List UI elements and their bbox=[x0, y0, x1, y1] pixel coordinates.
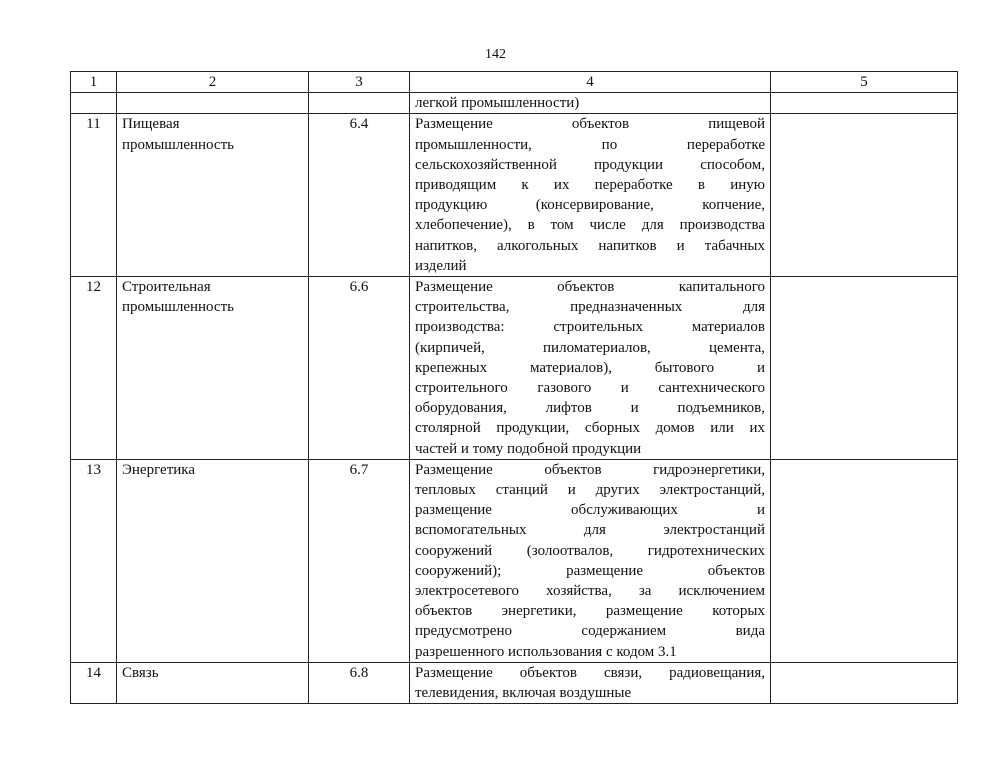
description-line: разрешенного использования с кодом 3.1 bbox=[415, 643, 677, 660]
description-line: хлебопечение), в том числе для производства bbox=[415, 217, 765, 234]
use-description bbox=[410, 662, 771, 703]
row-number: 11 bbox=[71, 114, 117, 277]
industry-name-line: промышленность bbox=[122, 136, 234, 153]
description-line: столярной продукции, сборных домов или их bbox=[415, 420, 765, 437]
description-line: приводящим к их переработке в иную bbox=[415, 177, 765, 194]
land-use-table bbox=[70, 71, 958, 704]
description-line: промышленности, по переработке bbox=[415, 136, 765, 153]
use-code: 6.6 bbox=[309, 277, 410, 460]
header-row bbox=[71, 72, 958, 93]
notes-cell bbox=[771, 459, 958, 662]
use-description bbox=[410, 114, 771, 277]
page-number: 142 bbox=[485, 47, 506, 62]
notes-cell bbox=[771, 114, 958, 277]
notes-cell bbox=[771, 277, 958, 460]
description-line: производства: строительных материалов bbox=[415, 319, 765, 336]
row-number bbox=[71, 93, 117, 114]
use-code: 6.8 bbox=[309, 662, 410, 703]
description-line: (кирпичей, пиломатериалов, цемента, bbox=[415, 339, 765, 356]
description-line: сельскохозяйственной продукции способом, bbox=[415, 156, 765, 173]
description-line: строительного газового и сантехнического bbox=[415, 380, 765, 397]
description-line: Размещение объектов гидроэнергетики, bbox=[415, 461, 765, 478]
industry-name bbox=[117, 93, 309, 114]
description-line: Размещение объектов пищевой bbox=[415, 116, 765, 133]
description-line: изделий bbox=[415, 257, 467, 274]
notes-cell bbox=[771, 93, 958, 114]
use-code: 6.7 bbox=[309, 459, 410, 662]
column-header: 1 bbox=[71, 72, 117, 93]
description-line: размещение обслуживающих и bbox=[415, 502, 765, 519]
table-row bbox=[71, 459, 958, 662]
description-line: крепежных материалов), бытового и bbox=[415, 359, 765, 376]
description-line: телевидения, включая воздушные bbox=[415, 685, 632, 702]
table-row bbox=[71, 277, 958, 460]
description-line: объектов энергетики, размещение которых bbox=[415, 603, 765, 620]
column-header: 4 bbox=[410, 72, 771, 93]
description-line: тепловых станций и других электростанций, bbox=[415, 482, 765, 499]
industry-name-line: Связь bbox=[122, 664, 159, 681]
industry-name bbox=[117, 277, 309, 460]
table-row bbox=[71, 662, 958, 703]
description-line: предусмотрено содержанием вида bbox=[415, 623, 765, 640]
description-line: частей и тому подобной продукции bbox=[415, 440, 642, 457]
industry-name bbox=[117, 114, 309, 277]
description-line: напитков, алкогольных напитков и табачных bbox=[415, 237, 765, 254]
description-line: сооружений); размещение объектов bbox=[415, 562, 765, 579]
description-line: легкой промышленности) bbox=[415, 95, 580, 112]
industry-name-line: Энергетика bbox=[122, 461, 196, 478]
use-code bbox=[309, 93, 410, 114]
industry-name-line: промышленность bbox=[122, 299, 234, 316]
column-header: 5 bbox=[771, 72, 958, 93]
table-row bbox=[71, 114, 958, 277]
description-line: Размещение объектов связи, радиовещания, bbox=[415, 664, 765, 681]
row-number: 12 bbox=[71, 277, 117, 460]
description-line: электросетевого хозяйства, за исключением bbox=[415, 583, 765, 600]
industry-name bbox=[117, 459, 309, 662]
use-code: 6.4 bbox=[309, 114, 410, 277]
description-line: вспомогательных для электростанций bbox=[415, 522, 765, 539]
use-description bbox=[410, 277, 771, 460]
description-line: строительства, предназначенных для bbox=[415, 299, 765, 316]
table-row bbox=[71, 93, 958, 114]
industry-name bbox=[117, 662, 309, 703]
industry-name-line: Пищевая bbox=[122, 116, 180, 133]
column-header: 2 bbox=[117, 72, 309, 93]
notes-cell bbox=[771, 662, 958, 703]
column-header: 3 bbox=[309, 72, 410, 93]
industry-name-line: Строительная bbox=[122, 279, 211, 296]
use-description bbox=[410, 459, 771, 662]
description-line: Размещение объектов капитального bbox=[415, 279, 765, 296]
description-line: оборудования, лифтов и подъемников, bbox=[415, 400, 765, 417]
description-line: сооружений (золоотвалов, гидротехнических bbox=[415, 542, 765, 559]
use-description bbox=[410, 93, 771, 114]
row-number: 14 bbox=[71, 662, 117, 703]
description-line: продукцию (консервирование, копчение, bbox=[415, 197, 765, 214]
row-number: 13 bbox=[71, 459, 117, 662]
